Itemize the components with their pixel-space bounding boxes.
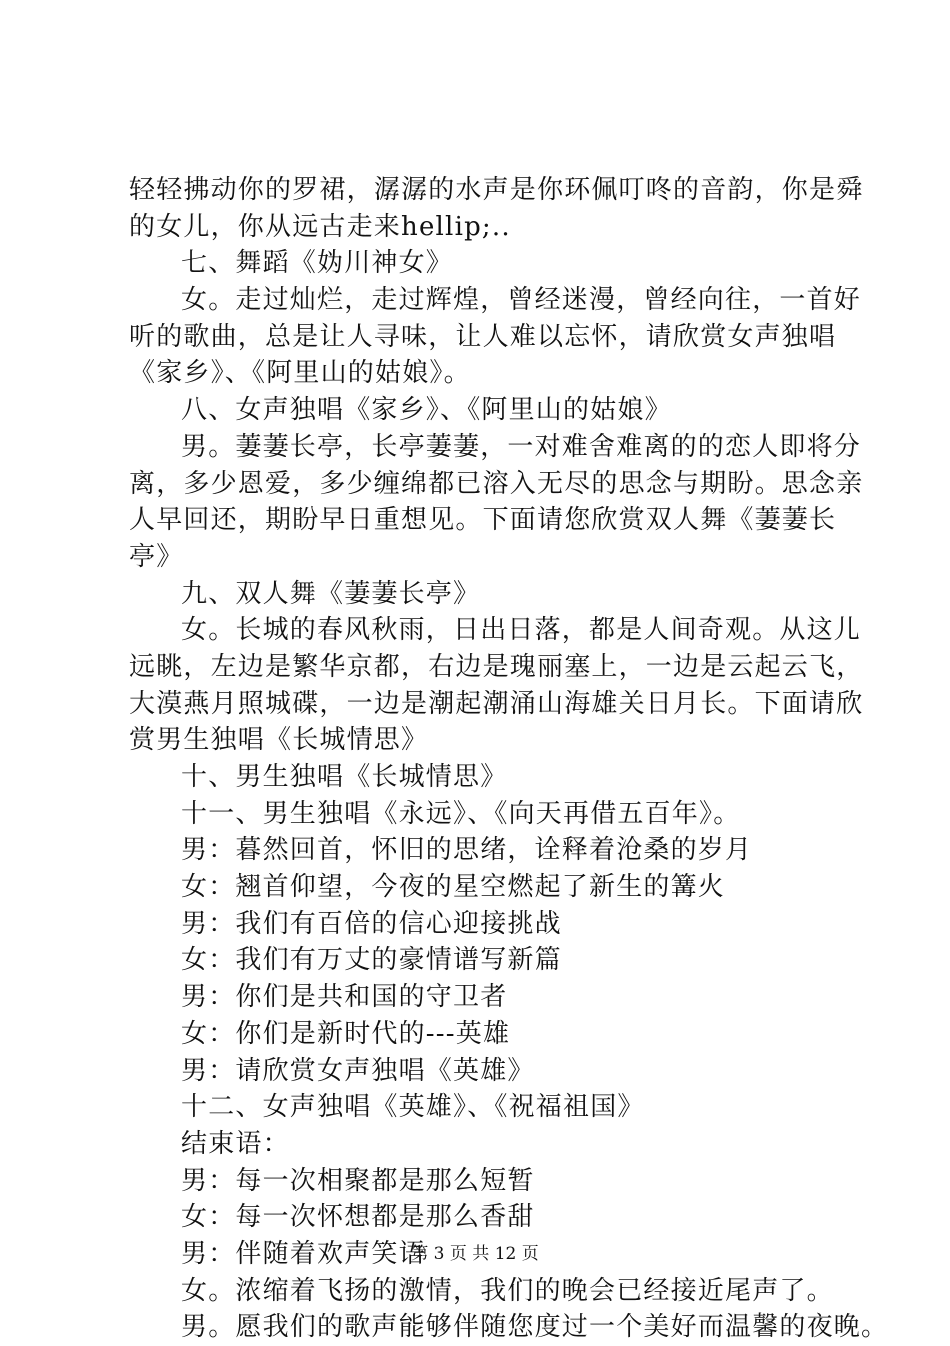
text-line: 远眺，左边是繁华京都，右边是瑰丽塞上，一边是云起云飞， [129, 651, 864, 682]
text-line: 结束语： [181, 1128, 290, 1159]
text-line: 听的歌曲，总是让人寻味，让人难以忘怀，请欣赏女声独唱 [129, 321, 837, 352]
text-line: 男：每一次相聚都是那么短暂 [181, 1165, 535, 1196]
text-line: 大漠燕月照城碟，一边是潮起潮涌山海雄关日月长。下面请欣 [129, 688, 864, 719]
text-line: 男。萋萋长亭，长亭萋萋，一对难舍难离的的恋人即将分 [181, 431, 862, 462]
text-line: 男：我们有百倍的信心迎接挑战 [181, 908, 562, 939]
text-line: 女。浓缩着飞扬的激情，我们的晚会已经接近尾声了。 [181, 1275, 834, 1306]
text-line: 赏男生独唱《长城情思》 [129, 725, 429, 756]
text-line: 男：伴随着欢声笑语 [181, 1238, 426, 1269]
text-line: 亭》 [129, 541, 184, 572]
text-line: 男：请欣赏女声独唱《英雄》 [181, 1055, 535, 1086]
page-footer: 第 3 页 共 12 页 [411, 1244, 539, 1264]
text-line: 女：翘首仰望，今夜的星空燃起了新生的篝火 [181, 872, 726, 903]
text-line: 十一、男生独唱《永远》、《向天再借五百年》。 [181, 798, 741, 829]
text-line: 离，多少恩爱，多少缠绵都已溶入无尽的思念与期盼。思念亲 [129, 468, 864, 499]
text-line: 女：每一次怀想都是那么香甜 [181, 1202, 535, 1233]
text-line: 男：你们是共和国的守卫者 [181, 982, 508, 1013]
text-line: 十、男生独唱《长城情思》 [181, 762, 508, 792]
text-line: 女：你们是新时代的---英雄 [181, 1018, 511, 1049]
text-line: 十二、女声独唱《英雄》、《祝福祖国》 [181, 1092, 645, 1123]
text-line: 女：我们有万丈的豪情谱写新篇 [181, 945, 562, 976]
text-line: 九、双人舞《萋萋长亭》 [181, 578, 481, 609]
text-line: 《家乡》、《阿里山的姑娘》。 [129, 358, 471, 389]
text-line: 的女儿，你从远古走来hellip;.. [129, 211, 511, 242]
text-line: 女。走过灿烂，走过辉煌，曾经迷漫，曾经向往，一首好 [181, 285, 862, 316]
text-line: 男：暮然回首，怀旧的思绪，诠释着沧桑的岁月 [181, 835, 753, 866]
text-line: 人早回还，期盼早日重想见。下面请您欣赏双人舞《萋萋长 [129, 505, 837, 536]
document-body [129, 172, 889, 1346]
text-line: 七、舞蹈《妫川神女》 [181, 248, 454, 279]
text-line: 女。长城的春风秋雨，日出日落，都是人间奇观。从这儿 [181, 615, 862, 646]
text-line: 轻轻拂动你的罗裙，潺潺的水声是你环佩叮咚的音韵，你是舜 [129, 175, 864, 205]
text-line: 男。愿我们的歌声能够伴随您度过一个美好而温馨的夜晚。 [181, 1312, 889, 1343]
text-line: 八、女声独唱《家乡》、《阿里山的姑娘》 [181, 395, 672, 426]
